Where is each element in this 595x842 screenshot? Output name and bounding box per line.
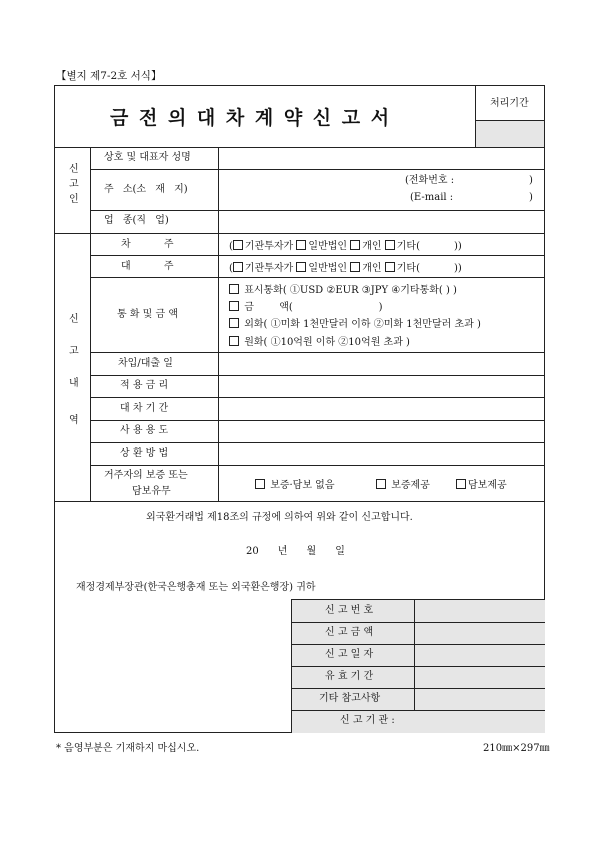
other-notes-label: 기타 참고사항 — [319, 693, 381, 704]
borrow-date-label: 차입/대출 일 — [118, 358, 173, 369]
address-label: 주 소(소 재 지) — [104, 184, 188, 195]
phone-close: ) — [529, 175, 533, 186]
footer-note: * 음영부분은 기재하지 마십시오. — [56, 743, 200, 754]
phone-label: (전화번호 : — [405, 175, 455, 186]
details-label-1: 신 — [69, 314, 79, 325]
currency-line-3[interactable]: 외화( ①미화 1천만달러 이하 ②미화 1천만달러 초과 ) — [229, 318, 481, 330]
checkbox-icon[interactable] — [229, 336, 239, 346]
email-label: (E-mail : — [410, 192, 454, 203]
checkbox-icon[interactable] — [385, 240, 395, 250]
checkbox-icon[interactable] — [296, 240, 306, 250]
business-label: 업 종(직 업) — [104, 215, 169, 226]
report-amount-label: 신 고 금 액 — [325, 627, 374, 638]
name-label: 상호 및 대표자 성명 — [104, 152, 191, 163]
applicant-label-3: 인 — [69, 194, 79, 205]
currency-line-2[interactable]: 금 액( ) — [229, 301, 383, 313]
paper-size: 210㎜×297㎜ — [483, 743, 550, 754]
checkbox-icon[interactable] — [456, 479, 466, 489]
checkbox-icon[interactable] — [229, 284, 239, 294]
period-label: 대 차 기 간 — [120, 403, 169, 414]
processing-period-label: 처리기간 — [490, 98, 529, 109]
form-label: 【별지 제7-2호 서식】 — [56, 70, 162, 82]
guarantee-label-1: 거주자의 보증 또는 — [104, 470, 188, 481]
creditor-options[interactable]: ( 기관투자가 일반법인 개인 기타( )) — [229, 263, 462, 274]
repay-label: 상 환 방 법 — [120, 448, 169, 459]
report-number-label: 신 고 번 호 — [325, 605, 374, 616]
creditor-label: 대 주 — [121, 261, 174, 272]
date-line: 20 년 월 일 — [246, 546, 345, 557]
details-label-3: 내 — [69, 378, 79, 389]
addressee: 재정경제부장관(한국은행총재 또는 외국환은행장) 귀하 — [76, 582, 316, 593]
checkbox-icon[interactable] — [233, 240, 243, 250]
checkbox-icon[interactable] — [229, 318, 239, 328]
usage-label: 사 용 용 도 — [120, 425, 169, 436]
checkbox-icon[interactable] — [229, 301, 239, 311]
applicant-label-1: 신 — [69, 164, 79, 175]
guarantee-label-2: 담보유무 — [132, 486, 171, 497]
checkbox-icon[interactable] — [233, 262, 243, 272]
checkbox-icon[interactable] — [296, 262, 306, 272]
checkbox-icon[interactable] — [385, 262, 395, 272]
debtor-options[interactable]: ( 기관투자가 일반법인 개인 기타( )) — [229, 241, 462, 252]
guarantee-option-guarantee[interactable]: 보증제공 — [376, 479, 430, 491]
rate-label: 적 용 금 리 — [120, 380, 169, 391]
guarantee-option-none[interactable]: 보증·담보 없음 — [255, 479, 335, 491]
currency-label: 통 화 및 금 액 — [117, 309, 179, 320]
form-title: 금 전 의 대 차 계 약 신 고 서 — [110, 107, 392, 129]
currency-line-4[interactable]: 원화( ①10억원 이하 ②10억원 초과 ) — [229, 336, 410, 348]
checkbox-icon[interactable] — [350, 262, 360, 272]
valid-period-label: 유 효 기 간 — [325, 671, 374, 682]
agency-label: 신 고 기 관 : — [340, 715, 395, 726]
guarantee-option-collateral[interactable]: 담보제공 — [456, 479, 507, 491]
debtor-label: 차 주 — [121, 239, 174, 250]
report-date-label: 신 고 일 자 — [325, 649, 374, 660]
details-label-2: 고 — [69, 346, 79, 357]
declaration-text: 외국환거래법 제18조의 규정에 의하여 위와 같이 신고합니다. — [146, 512, 413, 523]
details-label-4: 역 — [69, 415, 79, 426]
email-close: ) — [529, 192, 533, 203]
checkbox-icon[interactable] — [350, 240, 360, 250]
currency-line-1[interactable]: 표시통화( ①USD ②EUR ③JPY ④기타통화( ) ) — [229, 284, 457, 296]
applicant-label-2: 고 — [69, 179, 79, 190]
checkbox-icon[interactable] — [255, 479, 265, 489]
processing-period-cell — [476, 121, 544, 147]
checkbox-icon[interactable] — [376, 479, 386, 489]
